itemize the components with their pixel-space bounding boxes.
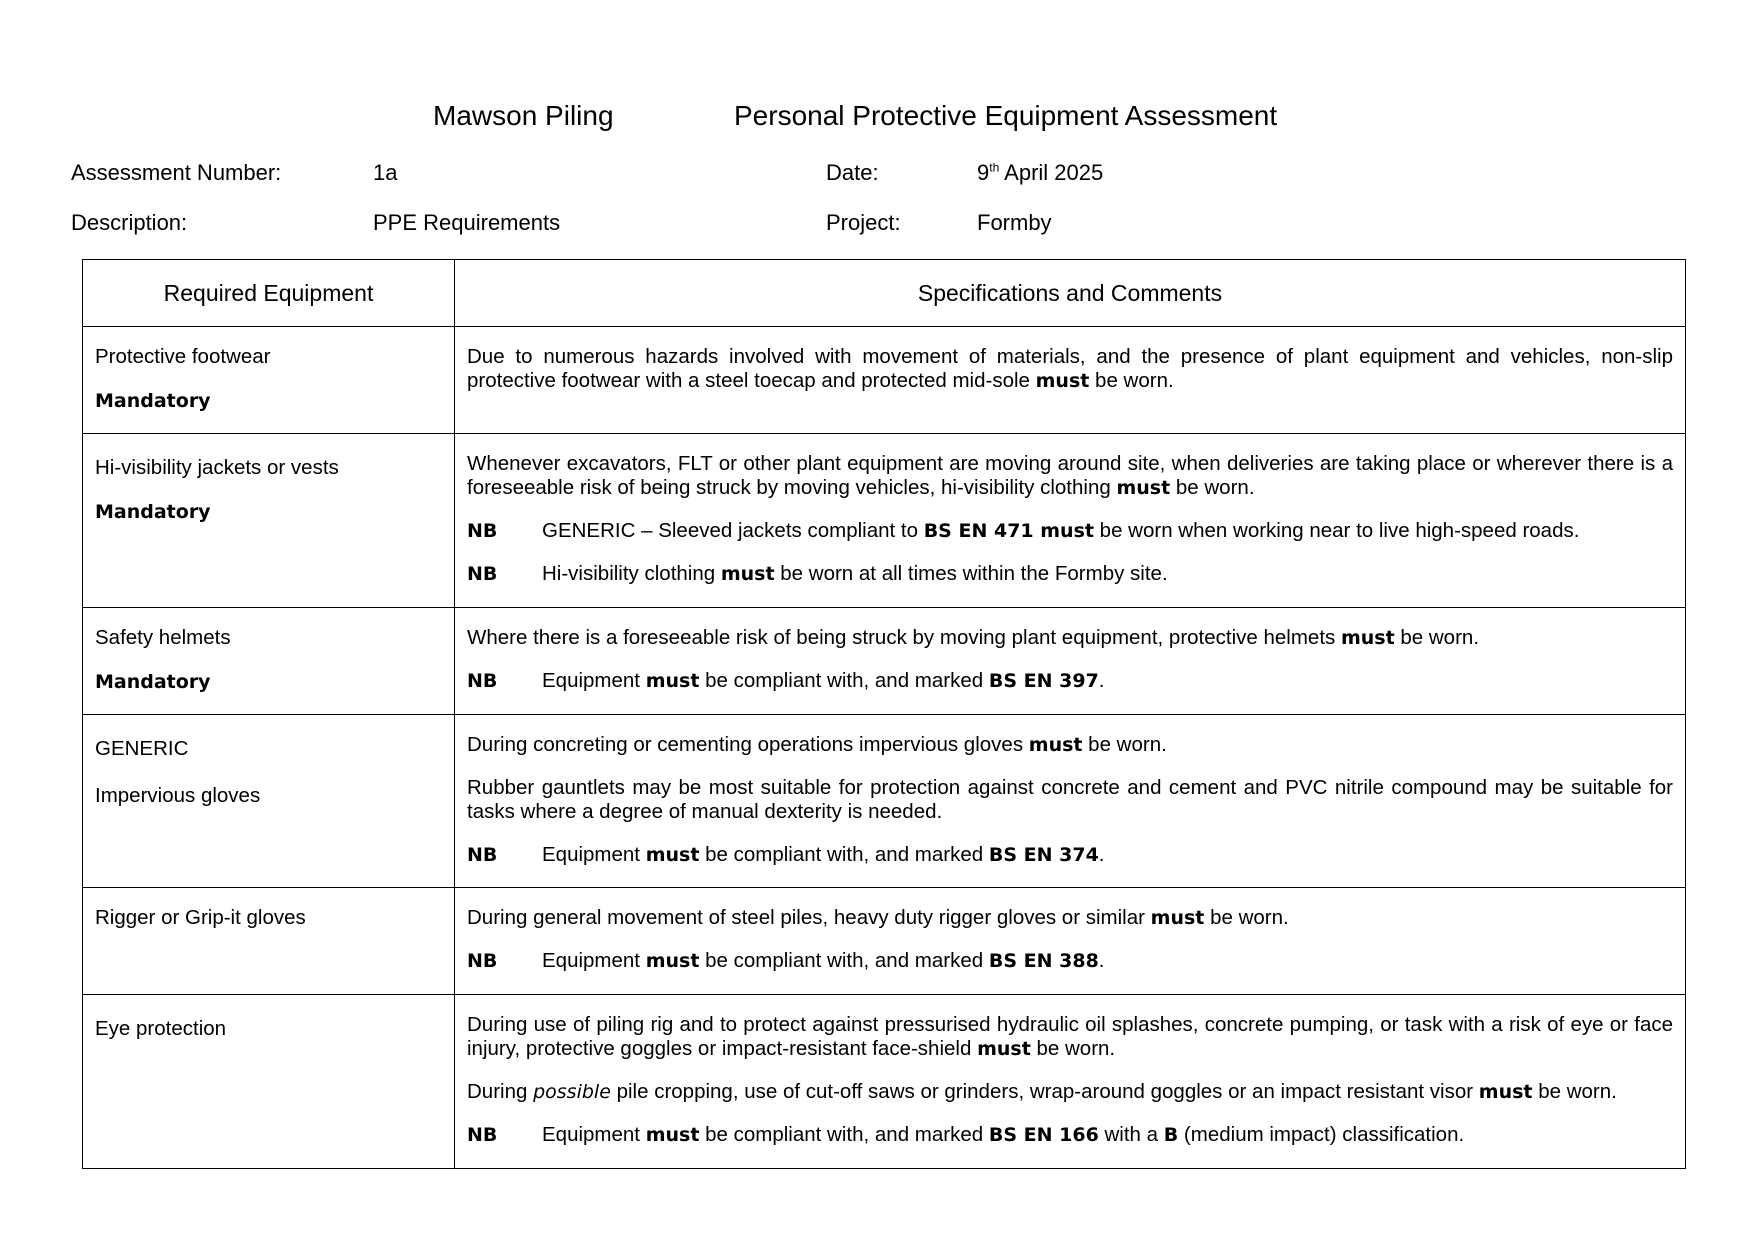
table-row (83, 715, 1686, 888)
text-run: be worn when working near to live high-speed roads. (1093, 519, 1580, 542)
table-row (83, 327, 1686, 434)
emphasis-text: must (645, 844, 700, 866)
spec-text (467, 345, 1673, 393)
note-text (542, 519, 1579, 543)
text-run: be compliant with, and marked (699, 1123, 989, 1146)
nb-tag: NB (467, 670, 498, 692)
emphasis-text: must (1035, 370, 1090, 392)
assessment-number-value: 1a (373, 160, 398, 185)
nb-tag: NB (467, 1124, 498, 1146)
text-run: be compliant with, and marked (699, 843, 989, 866)
equipment-cell (83, 995, 455, 1169)
text-run: be worn. (1082, 733, 1167, 756)
equipment-name: Safety helmets (95, 626, 231, 649)
text-run: During general movement of steel piles, heavy duty rigger gloves or similar (467, 906, 1151, 929)
company-name: Mawson Piling (433, 100, 614, 131)
spec-text (467, 626, 1673, 650)
note (467, 843, 1673, 867)
text-run: During (467, 1080, 534, 1103)
column-header-equipment: Required Equipment (83, 260, 455, 327)
emphasis-text: must (977, 1038, 1031, 1060)
emphasis-text: must (645, 670, 700, 692)
spec-text (467, 1013, 1673, 1061)
spec-cell (455, 995, 1686, 1169)
text-run: . (1098, 949, 1105, 972)
project-value: Formby (977, 210, 1052, 235)
text-run: with a (1098, 1123, 1164, 1146)
status-label: Mandatory (95, 501, 211, 523)
date-label: Date: (826, 160, 879, 185)
equipment-name: Protective footwear (95, 345, 271, 368)
text-run: During use of piling rig and to protect against pressurised hydraulic oil splashes, concrete pumping, or task with a risk of eye or face injury, protective goggles or impact-resistant face-shield (467, 1013, 1673, 1060)
nb-tag: NB (467, 950, 498, 972)
spec-cell (455, 327, 1686, 434)
note-text (542, 843, 1105, 867)
note (467, 1123, 1673, 1147)
text-run: be worn. (1089, 369, 1174, 392)
emphasis-text: must (720, 563, 775, 585)
equipment-name: Eye protection (95, 1017, 227, 1040)
text-run: be worn. (1394, 626, 1480, 649)
emphasis-text: BS EN 471 must (923, 520, 1094, 542)
table-row (83, 608, 1686, 715)
ppe-table (82, 259, 1686, 1169)
date-value: 9th April 2025 (977, 160, 1104, 185)
description-value: PPE Requirements (373, 210, 561, 235)
emphasis-text: BS EN 388 (988, 950, 1099, 972)
text-run: Whenever excavators, FLT or other plant equipment are moving around site, when deliveries are taking place or wherever there is a foreseeable risk of being struck by moving vehicles, hi-visibility clothing (467, 452, 1673, 499)
page-title: Personal Protective Equipment Assessment (734, 100, 1278, 131)
emphasis-text: BS EN 166 (988, 1124, 1099, 1146)
text-run: Equipment (542, 1123, 646, 1146)
note-text (542, 949, 1105, 973)
equipment-name: Rigger or Grip-it gloves (95, 906, 306, 929)
note (467, 669, 1673, 693)
text-run: be worn. (1204, 906, 1289, 929)
emphasis-text: must (1116, 477, 1171, 499)
text-run: GENERIC – Sleeved jackets compliant to (542, 519, 924, 542)
equipment-cell (83, 608, 455, 715)
note (467, 949, 1673, 973)
note-text (542, 562, 1168, 586)
assessment-number-label: Assessment Number: (71, 160, 282, 185)
nb-tag: NB (467, 520, 498, 542)
emphasis-text: must (1478, 1081, 1533, 1103)
note-text (542, 1123, 1464, 1147)
spec-text (467, 776, 1673, 824)
spec-text (467, 1080, 1673, 1104)
text-run: be worn. (1030, 1037, 1116, 1060)
spec-cell (455, 888, 1686, 995)
nb-tag: NB (467, 563, 498, 585)
text-run: . (1098, 843, 1105, 866)
table-row (83, 434, 1686, 608)
spec-text (467, 452, 1673, 500)
emphasis-text: B (1163, 1124, 1179, 1146)
equipment-name: Impervious gloves (95, 784, 261, 807)
table-row (83, 888, 1686, 995)
text-run: Hi-visibility clothing (542, 562, 721, 585)
text-run: be compliant with, and marked (699, 949, 989, 972)
spec-cell (455, 608, 1686, 715)
description-label: Description: (71, 210, 188, 235)
note-text (542, 669, 1105, 693)
text-run: During concreting or cementing operations impervious gloves (467, 733, 1029, 756)
emphasis-text: must (1028, 734, 1083, 756)
project-label: Project: (826, 210, 901, 235)
text-run: (medium impact) classification. (1178, 1123, 1465, 1146)
text-run: be worn. (1170, 476, 1255, 499)
text-run: be worn at all times within the Formby site. (774, 562, 1168, 585)
equipment-cell (83, 715, 455, 888)
nb-tag: NB (467, 844, 498, 866)
italic-text: possible (533, 1081, 611, 1103)
text-run: be worn. (1532, 1080, 1617, 1103)
spec-text (467, 733, 1673, 757)
emphasis-text: BS EN 397 (988, 670, 1099, 692)
equipment-cell (83, 327, 455, 434)
text-run: Equipment (542, 669, 646, 692)
equipment-cell (83, 888, 455, 995)
spec-cell (455, 434, 1686, 608)
table-header-row (83, 260, 1686, 327)
text-run: pile cropping, use of cut-off saws or grinders, wrap-around goggles or an impact resistant visor (610, 1080, 1479, 1103)
text-run: Rubber gauntlets may be most suitable for protection against concrete and cement and PVC nitrile compound may be suitable for tasks where a degree of manual dexterity is needed. (467, 776, 1673, 823)
emphasis-text: must (1150, 907, 1205, 929)
spec-cell (455, 715, 1686, 888)
equipment-name: Hi-visibility jackets or vests (95, 456, 339, 479)
document-title-row (0, 100, 1754, 140)
emphasis-text: BS EN 374 (988, 844, 1099, 866)
note (467, 562, 1673, 586)
text-run: Equipment (542, 843, 646, 866)
note (467, 519, 1673, 543)
emphasis-text: must (645, 950, 700, 972)
spec-text (467, 906, 1673, 930)
equipment-cell (83, 434, 455, 608)
emphasis-text: must (645, 1124, 700, 1146)
text-run: be compliant with, and marked (699, 669, 989, 692)
column-header-spec: Specifications and Comments (455, 260, 1686, 327)
equipment-category: GENERIC (95, 737, 189, 760)
text-run: Equipment (542, 949, 646, 972)
status-label: Mandatory (95, 390, 211, 412)
text-run: Due to numerous hazards involved with movement of materials, and the presence of plant equipment and vehicles, non-slip protective footwear with a steel toecap and protected mid-sole (467, 345, 1673, 392)
emphasis-text: must (1340, 627, 1395, 649)
table-row (83, 995, 1686, 1169)
status-label: Mandatory (95, 671, 211, 693)
text-run: . (1098, 669, 1105, 692)
text-run: Where there is a foreseeable risk of being struck by moving plant equipment, protective helmets (467, 626, 1341, 649)
